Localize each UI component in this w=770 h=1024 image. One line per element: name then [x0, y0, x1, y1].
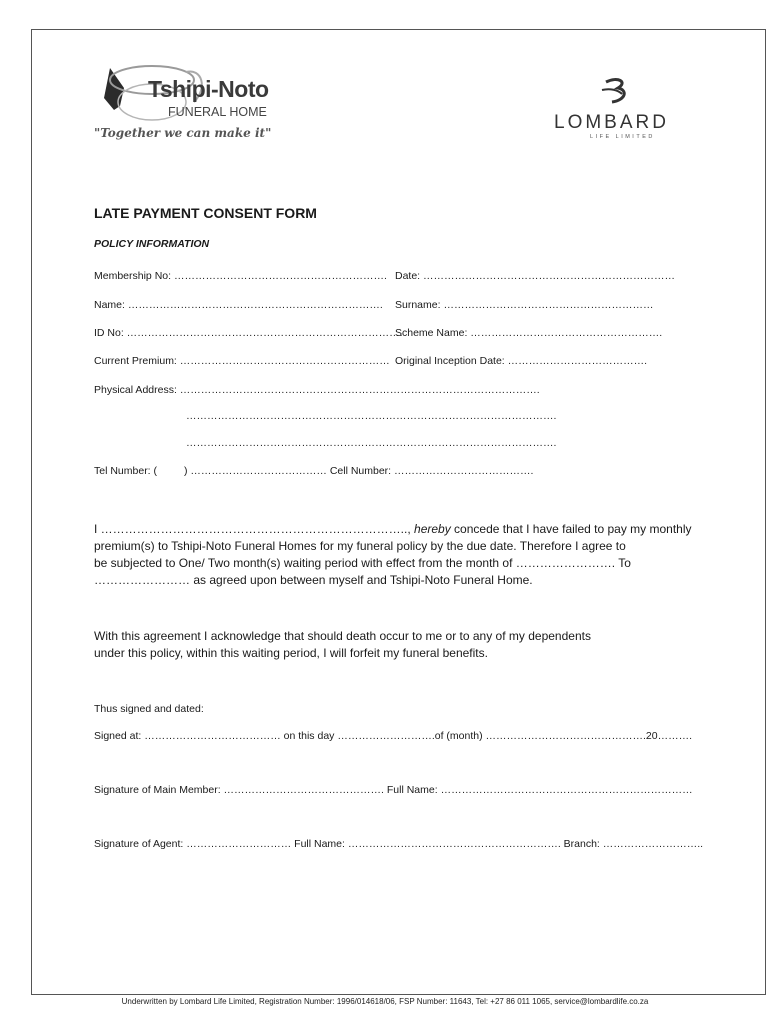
surname-field[interactable]: Surname: …………………………………………………… [395, 299, 654, 311]
cell-number-field[interactable]: ) ………………………………… Cell Number: …………………………………. [184, 465, 534, 477]
signed-at-field[interactable]: Signed at: ………………………………… on this day ……………………….of (month) ……………………………………….20………. [94, 730, 693, 742]
form-title: LATE PAYMENT CONSENT FORM [94, 205, 317, 221]
tshipi-noto-logo [90, 58, 310, 148]
consent-name-blank[interactable]: I ………………………………………………………………….., [94, 522, 415, 536]
scheme-name-field[interactable]: Scheme Name: ………………………………………………. [395, 327, 663, 339]
consent-line-1 [94, 521, 692, 538]
section-heading: POLICY INFORMATION [94, 238, 210, 250]
consent-hereby: hereby [414, 522, 451, 536]
tshipi-noto-slogan: "Together we can make it" [94, 126, 272, 140]
current-premium-field[interactable]: Current Premium: …………………………………………………… [94, 355, 390, 367]
page-frame [31, 29, 766, 995]
consent-line-3: be subjected to One/ Two month(s) waiting period with effect from the month of ……………………. To [94, 556, 631, 570]
physical-address-line-2[interactable]: ……………………………………………………………………………………………. [186, 410, 557, 422]
lombard-name: LOMBARD [554, 112, 669, 133]
id-no-field[interactable]: ID No: ……………………………………………………………………. [94, 327, 403, 339]
date-field[interactable]: Date: ……………………………………………………………… [395, 270, 676, 282]
acknowledge-line-1: With this agreement I acknowledge that should death occur to me or to any of my dependents [94, 629, 591, 643]
tshipi-noto-name: Tshipi-Noto [148, 76, 269, 102]
lombard-subtitle: LIFE LIMITED [590, 134, 655, 140]
physical-address-line-3[interactable]: ……………………………………………………………………………………………. [186, 437, 557, 449]
name-field[interactable]: Name: ………………………………………………………………. [94, 299, 383, 311]
footer-text: Underwritten by Lombard Life Limited, Registration Number: 1996/014618/06, FSP Number: 11643, Tel: +27 86 011 1065, service@lombardlife.co.za [121, 997, 649, 1006]
tshipi-noto-subtitle: FUNERAL HOME [168, 105, 267, 119]
tel-number-field[interactable]: Tel Number: ( [94, 465, 158, 477]
consent-line-2: premium(s) to Tshipi-Noto Funeral Homes for my funeral policy by the due date. Therefore I agree to [94, 539, 626, 553]
acknowledge-line-2: under this policy, within this waiting period, I will forfeit my funeral benefits. [94, 646, 488, 660]
consent-line-1-rest: concede that I have failed to pay my monthly [450, 522, 692, 536]
agent-signature-field[interactable]: Signature of Agent: ………………………… Full Name: ……………………………………………………. Branch: ……………………….. [94, 838, 704, 850]
membership-no-field[interactable]: Membership No: ……………………………………………………. [94, 270, 387, 282]
consent-line-4: …………………… as agreed upon between myself and Tshipi-Noto Funeral Home. [94, 573, 533, 587]
signed-dated-intro: Thus signed and dated: [94, 703, 204, 715]
lombard-logo [552, 76, 682, 146]
physical-address-field[interactable]: Physical Address: …………………………………………………………………………………………. [94, 384, 540, 396]
lombard-emblem-icon [596, 76, 636, 106]
inception-date-field[interactable]: Original Inception Date: …………………………………. [395, 355, 648, 367]
main-member-signature-field[interactable]: Signature of Main Member: ………………………………………. Full Name: ……………………………………………………………… [94, 784, 693, 796]
